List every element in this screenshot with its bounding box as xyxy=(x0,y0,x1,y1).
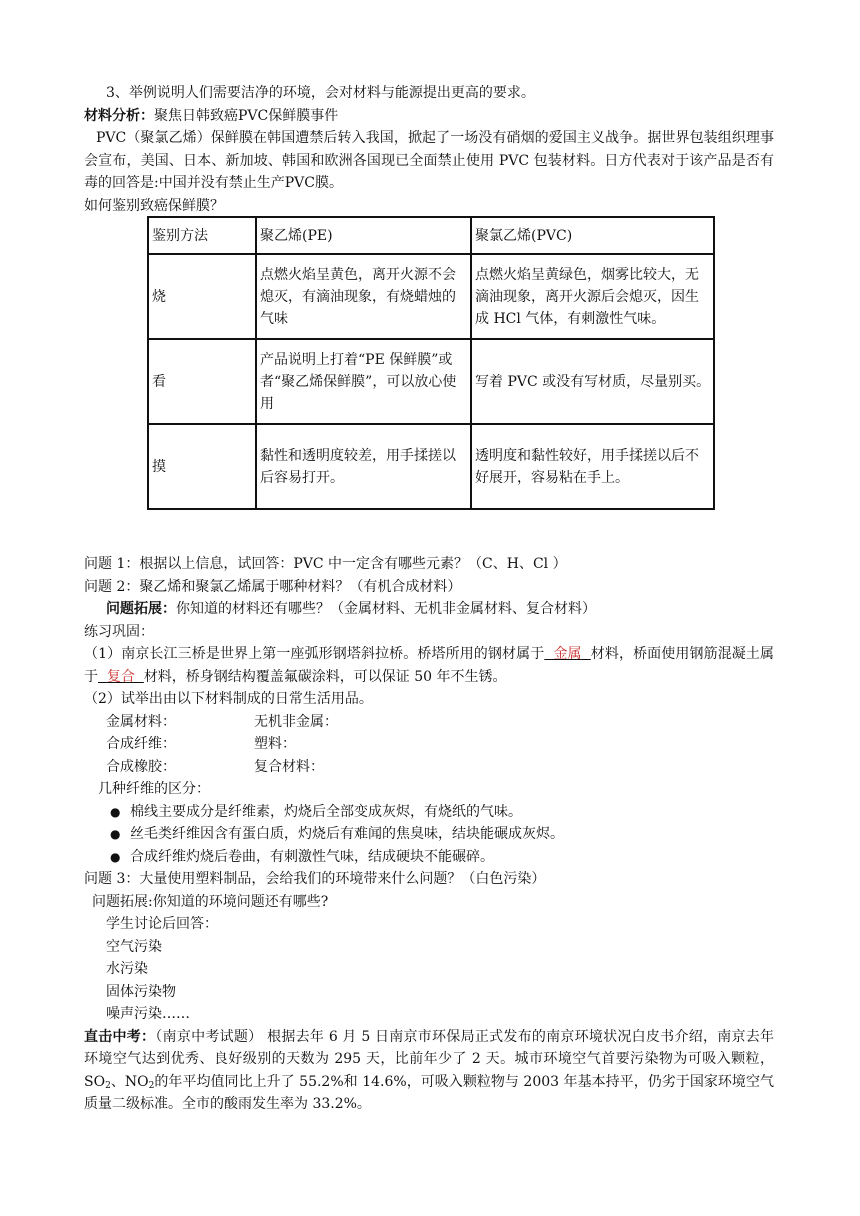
exam-paragraph xyxy=(84,1026,774,1116)
method-cell: 摸 xyxy=(148,424,256,509)
extension-text: 你知道的材料还有哪些？（金属材料、无机非金属材料、复合材料） xyxy=(176,601,596,617)
practice-heading: 练习巩固： xyxy=(84,623,154,640)
list-item xyxy=(84,846,774,869)
material-label: 无机非金属： xyxy=(254,713,338,730)
pvc-paragraph: PVC（聚氯乙烯）保鲜膜在韩国遭禁后转入我国，掀起了一场没有硝烟的爱国主义战争。据世界包装组织理事会宣布，美国、日本、新加坡、韩国和欧洲各国现已全面禁止使用 PVC 包装材料。日方代表对于该产品是否有毒的回答是:中国并没有禁止生产PVC膜。 xyxy=(84,130,774,191)
question-1: 问题 1：根据以上信息，试回答：PVC 中一定含有哪些元素？（C、H、Cl ） xyxy=(84,556,567,572)
fiber-title: 几种纤维的区分： xyxy=(98,781,210,797)
subscript: 2 xyxy=(105,1080,111,1091)
pvc-cell: 透明度和黏性较好，用手揉搓以后不好展开，容易粘在手上。 xyxy=(471,424,714,509)
exam-text-a: （南京中考试题） 根据去年 6 月 5 日南京市环保局正式发布的南京环境状况白皮书介绍，南京去年环境空气达到优秀、良好级别的天数为 295 天，比前年少了 2 天。城市环境空气首要污染物为可吸入颗粒，SO xyxy=(84,1028,774,1090)
pe-cell: 产品说明上打着“PE 保鲜膜”或者“聚乙烯保鲜膜”，可以放心使用 xyxy=(256,339,471,424)
list-item-text: 丝毛类纤维因含有蛋白质，灼烧后有难闻的焦臭味，结块能碾成灰烬。 xyxy=(130,826,564,842)
material-label: 塑料： xyxy=(254,736,296,752)
extension-1 xyxy=(84,598,774,621)
material-label: 金属材料： xyxy=(106,713,176,730)
material-analysis-label: 材料分析： xyxy=(84,107,154,124)
pvc-cell: 写着 PVC 或没有写材质，尽量别买。 xyxy=(471,339,714,424)
pollution-item: 噪声污染…… xyxy=(106,1006,190,1022)
list-item xyxy=(84,823,774,846)
practice-1-text-a: （1）南京长江三桥是世界上第一座弧形钢塔斜拉桥。桥塔所用的钢材属于 xyxy=(84,646,545,662)
bullet-icon: ● xyxy=(110,849,121,864)
discussion-label: 学生讨论后回答： xyxy=(106,916,218,932)
exam-label: 直击中考： xyxy=(84,1028,156,1045)
pollution-item: 空气污染 xyxy=(106,938,162,955)
list-item-text: 合成纤维灼烧后卷曲，有刺激性气味，结成硬块不能碾碎。 xyxy=(130,848,494,865)
table-header-row xyxy=(148,217,714,254)
extension-label: 问题拓展： xyxy=(106,601,176,617)
pvc-cell: 点燃火焰呈黄绿色，烟雾比较大，无滴油现象，离开火源后会熄灭，因生成 HCl 气体，有刺激性气味。 xyxy=(471,254,714,339)
materials-list xyxy=(84,711,774,779)
bullet-icon: ● xyxy=(110,804,121,819)
practice-1-text-c: 材料，桥身钢结构覆盖氟碳涂料，可以保证 50 年不生锈。 xyxy=(143,668,507,685)
material-analysis-title: 聚焦日韩致癌PVC保鲜膜事件 xyxy=(154,107,339,124)
material-analysis xyxy=(84,105,774,128)
material-label: 合成橡胶： xyxy=(106,758,176,775)
materials-row xyxy=(106,756,774,779)
identify-question: 如何鉴别致癌保鲜膜？ xyxy=(84,197,224,214)
question-2: 问题 2：聚乙烯和聚氯乙烯属于哪种材料？（有机合成材料） xyxy=(84,578,462,595)
table-row xyxy=(148,254,714,339)
answer-composite: 复合 xyxy=(106,668,135,685)
header-pvc: 聚氯乙烯(PVC) xyxy=(471,217,714,254)
subscript: 2 xyxy=(148,1080,155,1091)
practice-1 xyxy=(84,643,774,688)
blank-1 xyxy=(544,646,590,662)
table-row xyxy=(148,339,714,424)
material-label: 复合材料： xyxy=(254,758,324,775)
practice-1-text-b: 材料，桥面使用钢筋混凝土属于 xyxy=(84,646,775,685)
list-item xyxy=(84,801,774,824)
table-row xyxy=(148,424,714,509)
bullet-icon: ● xyxy=(110,827,121,841)
question-3-heading: 3、举例说明人们需要洁净的环境，会对材料与能源提出更高的要求。 xyxy=(106,85,535,101)
pollution-item: 固体污染物 xyxy=(106,983,176,1000)
list-item-text: 棉线主要成分是纤维素，灼烧后全部变成灰烬，有烧纸的气味。 xyxy=(130,803,522,820)
materials-row xyxy=(106,711,774,734)
exam-text-b: 、NO xyxy=(110,1073,149,1090)
identification-table xyxy=(147,216,715,510)
materials-row xyxy=(106,733,774,756)
header-method: 鉴别方法 xyxy=(148,217,256,254)
material-label: 合成纤维： xyxy=(106,736,176,752)
pollution-item: 水污染 xyxy=(106,961,148,977)
answer-metal: 金属 xyxy=(553,646,582,662)
header-pe: 聚乙烯(PE) xyxy=(256,217,471,254)
method-cell: 看 xyxy=(148,339,256,424)
practice-2: （2）试举出由以下材料制成的日常生活用品。 xyxy=(84,691,373,707)
question-3b: 问题 3：大量使用塑料制品，会给我们的环境带来什么问题？（白色污染） xyxy=(84,871,546,887)
fiber-list xyxy=(84,801,774,869)
document-page xyxy=(84,82,774,217)
extension-2: 问题拓展:你知道的环境问题还有哪些? xyxy=(92,893,329,910)
pe-cell: 黏性和透明度较差，用手揉搓以后容易打开。 xyxy=(256,424,471,509)
blank-2 xyxy=(98,669,144,685)
exam-text-c: 的年平均值同比上升了 55.2%和 14.6%，可吸入颗粒物与 2003 年基本持平，仍劣于国家环境空气质量二级标准。全市的酸雨发生率为 33.2%。 xyxy=(84,1073,774,1112)
pe-cell: 点燃火焰呈黄色，离开火源不会熄灭，有滴油现象，有烧蜡烛的气味 xyxy=(256,254,471,339)
document-lower xyxy=(84,553,774,1116)
method-cell: 烧 xyxy=(148,254,256,339)
